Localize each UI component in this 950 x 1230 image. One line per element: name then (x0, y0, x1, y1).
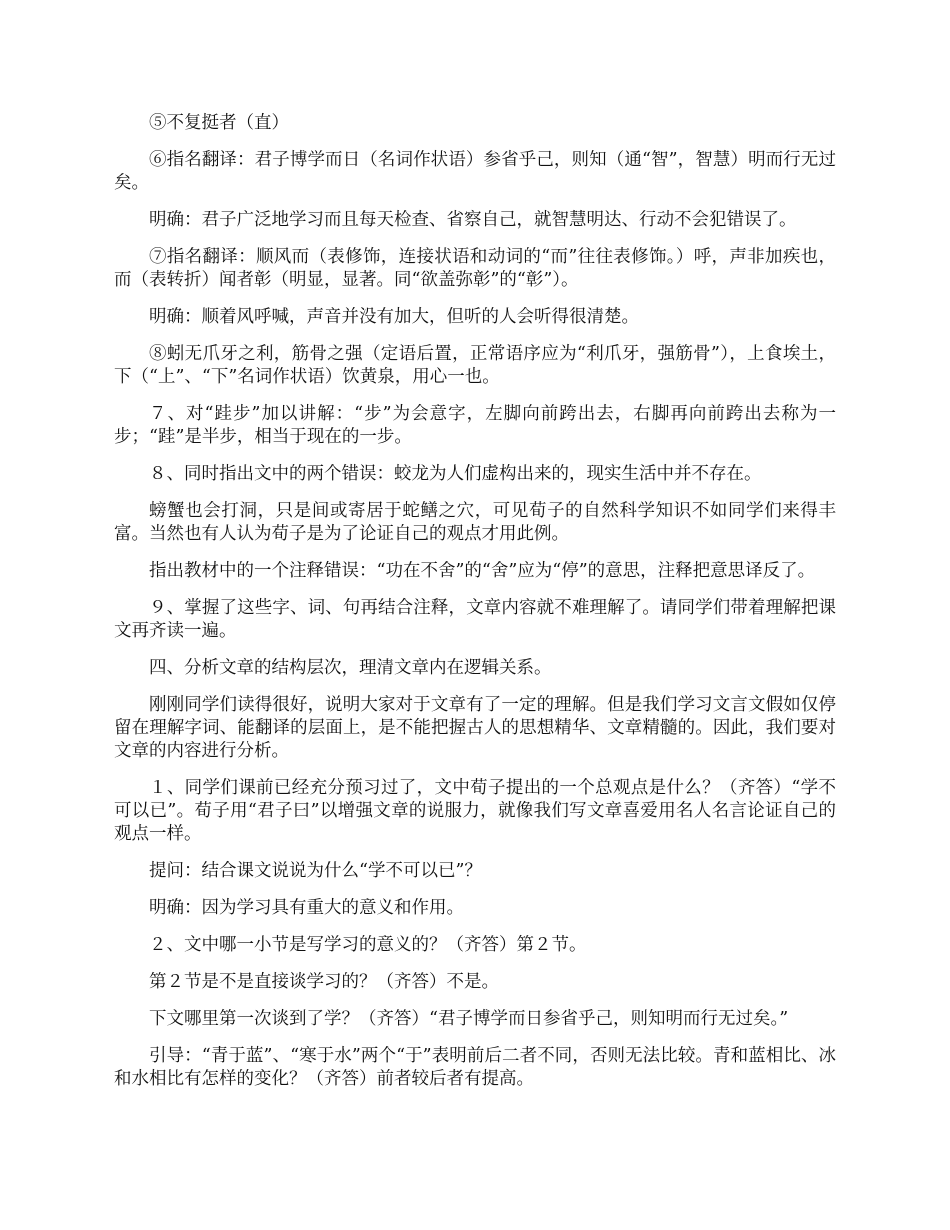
paragraph: １、同学们课前已经充分预习过了，文中荀子提出的一个总观点是什么？（齐答）“学不可以已”。荀子用“君子曰”以增强文章的说服力，就像我们写文章喜爱用名人名言论证自己的观点一样。 (114, 778, 836, 844)
section-heading: 四、分析文章的结构层次，理清文章内在逻辑关系。 (149, 658, 552, 678)
paragraph: 明确：君子广泛地学习而且每天检查、省察自己，就智慧明达、行动不会犯错误了。 (149, 210, 797, 230)
paragraph: 引导：“青于蓝”、“寒于水”两个“于”表明前后二者不同，否则无法比较。青和蓝相比、冰和水相比有怎样的变化？（齐答）前者较后者有提高。 (114, 1046, 836, 1089)
paragraph: ２、文中哪一小节是写学习的意义的？（齐答）第２节。 (149, 935, 587, 955)
paragraph: ８、同时指出文中的两个错误：蛟龙为人们虚构出来的，现实生活中并不存在。 (149, 464, 762, 484)
paragraph: ⑧蚓无爪牙之利，筋骨之强（定语后置，正常语序应为“利爪牙，强筋骨”），上食埃土，下（“上”、“下”名词作状语）饮黄泉，用心一也。 (114, 344, 836, 387)
paragraph: 螃蟹也会打洞，只是间或寄居于蛇鳝之穴，可见荀子的自然科学知识不如同学们来得丰富。当然也有人认为荀子是为了论证自己的观点才用此例。 (114, 501, 836, 544)
paragraph: 提问：结合课文说说为什么“学不可以已”？ (149, 861, 482, 881)
document-body (114, 112, 836, 1105)
paragraph: ７、对“跬步”加以讲解：“步”为会意字，左脚向前跨出去，右脚再向前跨出去称为一步；“跬”是半步，相当于现在的一步。 (114, 404, 836, 447)
paragraph: ⑦指名翻译：顺风而（表修饰，连接状语和动词的“而”往往表修饰。）呼，声非加疾也，而（表转折）闻者彰（明显，显著。同“欲盖弥彰”的“彰”）。 (114, 247, 836, 290)
paragraph: 指出教材中的一个注释错误：“功在不舍”的“舍”应为“停”的意思，注释把意思译反了。 (149, 561, 816, 581)
paragraph: 下文哪里第一次谈到了学？（齐答）“君子博学而日参省乎己，则知明而行无过矣。” (149, 1009, 789, 1029)
paragraph: ⑤不复挺者（直） (149, 113, 289, 133)
paragraph: 明确：顺着风呼喊，声音并没有加大，但听的人会听得很清楚。 (149, 307, 639, 327)
paragraph: 明确：因为学习具有重大的意义和作用。 (149, 898, 464, 918)
paragraph: 刚刚同学们读得很好，说明大家对于文章有了一定的理解。但是我们学习文言文假如仅停留在理解字词、能翻译的层面上，是不能把握古人的思想精华、文章精髓的。因此，我们要对文章的内容进行分析。 (114, 695, 836, 761)
paragraph: 第２节是不是直接谈学习的？（齐答）不是。 (149, 972, 499, 992)
paragraph: ⑥指名翻译：君子博学而日（名词作状语）参省乎己，则知（通“智”，智慧）明而行无过矣。 (114, 150, 836, 193)
paragraph: ９、掌握了这些字、词、句再结合注释，文章内容就不难理解了。请同学们带着理解把课文再齐读一遍。 (114, 598, 836, 641)
